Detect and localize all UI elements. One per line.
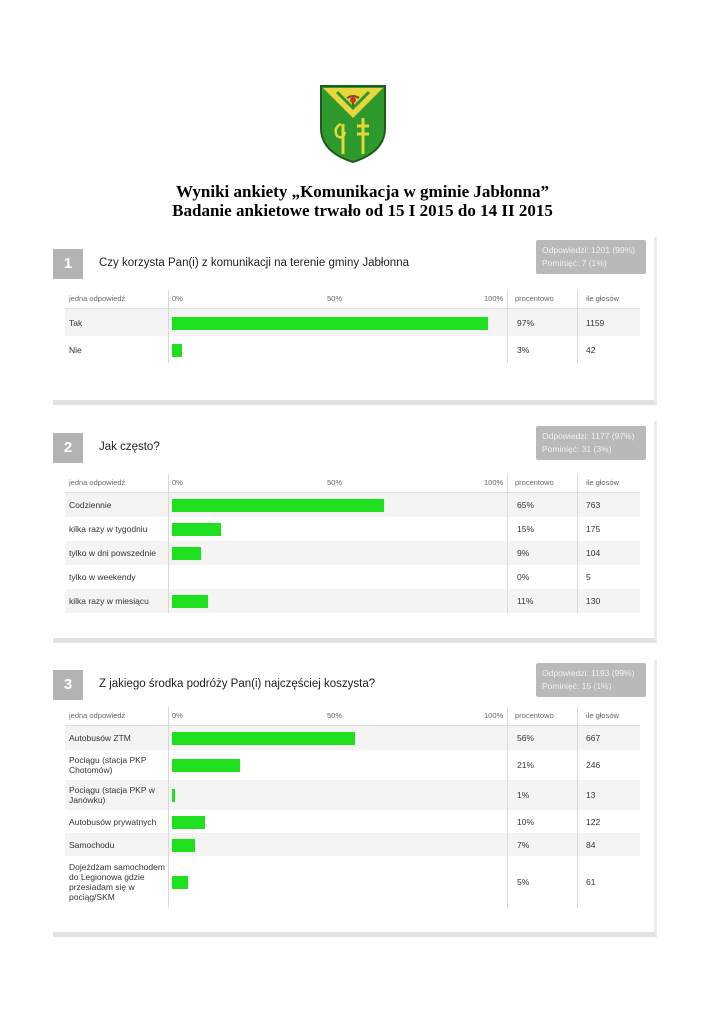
column-divider <box>168 474 169 613</box>
answered-count: Odpowiedzi: 1201 (99%) <box>542 245 636 255</box>
answer-percent: 0% <box>517 572 530 582</box>
header-answer: jedna odpowiedź <box>69 294 126 303</box>
answered-count: Odpowiedzi: 1193 (99%) <box>542 668 635 678</box>
column-divider <box>168 707 169 908</box>
answer-label: Codziennie <box>69 500 112 510</box>
question-number-badge: 2 <box>53 433 83 463</box>
answer-label: kilka razy w tygodniu <box>69 524 148 534</box>
result-bar <box>172 816 205 829</box>
answer-percent: 10% <box>517 816 535 827</box>
coat-of-arms-icon <box>319 84 387 164</box>
table-row <box>65 810 640 833</box>
answer-label: Autobusów ZTM <box>69 733 131 743</box>
result-bar <box>172 759 240 772</box>
table-row <box>65 856 640 908</box>
answered-count: Odpowiedzi: 1177 (97%) <box>542 431 635 441</box>
header-percent: procentowo <box>515 478 554 487</box>
answer-count: 61 <box>586 877 596 887</box>
title-line-1: Wyniki ankiety „Komunikacja w gminie Jabłonna” <box>176 182 549 201</box>
table-row <box>65 541 640 565</box>
skipped-count: Pominięć: 7 (1%) <box>542 258 607 268</box>
table-row <box>65 833 640 856</box>
header-tick-50: 50% <box>327 478 343 487</box>
answer-count: 84 <box>586 839 596 850</box>
table-row <box>65 750 640 780</box>
header-percent: procentowo <box>515 711 554 720</box>
header-tick-50: 50% <box>327 711 343 720</box>
result-bar <box>172 732 355 745</box>
header-answer: jedna odpowiedź <box>69 478 126 487</box>
survey-question-2 <box>53 421 657 643</box>
table-row <box>65 565 640 589</box>
column-divider <box>577 707 578 908</box>
answer-count: 104 <box>586 548 601 558</box>
column-divider <box>507 474 508 613</box>
answer-count: 763 <box>586 500 601 510</box>
answer-count: 130 <box>586 596 601 606</box>
header-votes: ile głosów <box>586 478 619 487</box>
table-row <box>65 780 640 810</box>
answer-percent: 56% <box>517 733 535 743</box>
answer-percent: 7% <box>517 839 530 850</box>
header-answer: jedna odpowiedź <box>69 711 126 720</box>
column-divider <box>507 707 508 908</box>
answer-label: Samochodu <box>69 839 115 850</box>
answer-label: Pociągu (stacja PKP w Janówku) <box>69 785 155 805</box>
table-row <box>65 589 640 613</box>
table-header <box>65 707 640 726</box>
answer-count: 42 <box>586 344 596 355</box>
result-bar <box>172 523 221 536</box>
answer-count: 1159 <box>586 317 605 328</box>
skipped-count: Pominięć: 15 (1%) <box>542 681 612 691</box>
answer-label: Autobusów prywatnych <box>69 816 157 827</box>
question-text: Czy korzysta Pan(i) z komunikacji na terenie gminy Jabłonna <box>99 257 409 269</box>
result-bar <box>172 344 182 357</box>
answer-percent: 5% <box>517 877 530 887</box>
result-bar <box>172 317 488 330</box>
answer-percent: 65% <box>517 500 535 510</box>
question-number-badge: 3 <box>53 670 83 700</box>
response-stats <box>536 663 646 697</box>
answer-label: tylko w weekendy <box>69 572 136 582</box>
response-stats <box>536 240 646 274</box>
column-divider <box>577 474 578 613</box>
survey-question-1 <box>53 237 657 405</box>
answer-percent: 21% <box>517 760 535 770</box>
table-row <box>65 517 640 541</box>
header-tick-100: 100% <box>484 711 504 720</box>
response-stats <box>536 426 646 460</box>
question-number-badge: 1 <box>53 249 83 279</box>
result-bar <box>172 789 175 802</box>
header-votes: ile głosów <box>586 711 619 720</box>
result-bar <box>172 839 195 852</box>
table-row <box>65 309 640 336</box>
result-bar <box>172 547 201 560</box>
header-tick-0: 0% <box>172 294 183 303</box>
answer-count: 5 <box>586 572 591 582</box>
answer-label: Pociągu (stacja PKP Chotomów) <box>69 755 147 775</box>
question-text: Jak często? <box>99 441 160 453</box>
result-bar <box>172 876 188 889</box>
column-divider <box>507 290 508 363</box>
table-header <box>65 474 640 493</box>
answer-percent: 3% <box>517 344 530 355</box>
header-tick-0: 0% <box>172 711 183 720</box>
header-percent: procentowo <box>515 294 554 303</box>
answer-count: 667 <box>586 733 601 743</box>
column-divider <box>168 290 169 363</box>
header-tick-50: 50% <box>327 294 343 303</box>
answer-percent: 15% <box>517 524 535 534</box>
page-title <box>0 182 725 220</box>
answer-percent: 97% <box>517 317 535 328</box>
header-tick-100: 100% <box>484 294 504 303</box>
table-header <box>65 290 640 309</box>
answer-percent: 11% <box>517 596 534 606</box>
survey-question-3 <box>53 660 657 937</box>
table-row <box>65 336 640 363</box>
title-line-2: Badanie ankietowe trwało od 15 I 2015 do 14 II 2015 <box>172 201 553 220</box>
header-votes: ile głosów <box>586 294 619 303</box>
skipped-count: Pominięć: 31 (3%) <box>542 444 612 454</box>
answer-percent: 9% <box>517 548 530 558</box>
table-row <box>65 726 640 750</box>
answer-label: kilka razy w miesiącu <box>69 596 149 606</box>
result-bar <box>172 595 208 608</box>
result-bar <box>172 499 384 512</box>
answer-count: 246 <box>586 760 601 770</box>
answer-count: 122 <box>586 816 601 827</box>
question-text: Z jakiego środka podróży Pan(i) najczęściej koszysta? <box>99 678 376 690</box>
header-tick-0: 0% <box>172 478 183 487</box>
answer-count: 175 <box>586 524 601 534</box>
header-tick-100: 100% <box>484 478 504 487</box>
column-divider <box>577 290 578 363</box>
answer-label: Tak <box>69 317 83 328</box>
answer-percent: 1% <box>517 790 530 800</box>
answer-label: tylko w dni powszednie <box>69 548 156 558</box>
table-row <box>65 493 640 517</box>
answer-count: 13 <box>586 790 596 800</box>
answer-label: Nie <box>69 344 82 355</box>
answer-label: Dojeżdżam samochodem do Legionowa gdzie przesiadam się w pociąg/SKM <box>69 862 165 902</box>
